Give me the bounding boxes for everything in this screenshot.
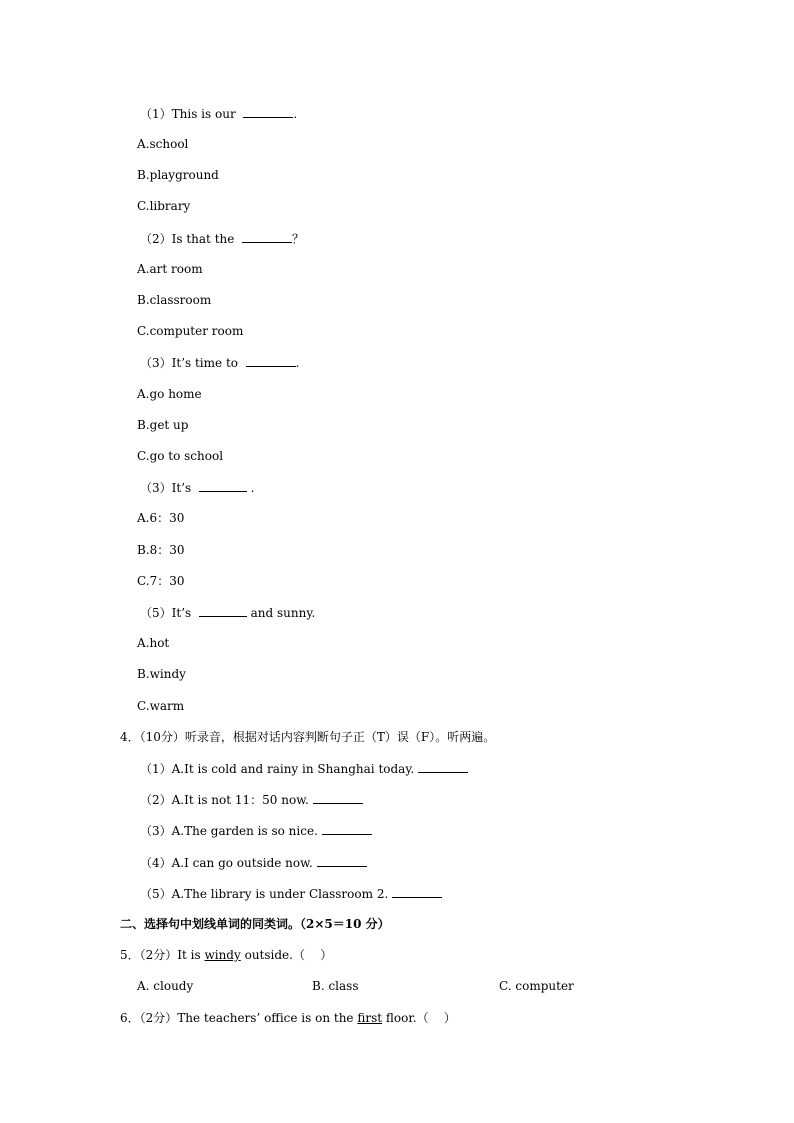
q4-header: 4．（10分）听录音，根据对话内容判断句子正（T）误（F）。听两遍。 [120, 730, 496, 744]
q6-stem: 6．（2分）The teachers’ office is on the first floor.（ ） [120, 1011, 456, 1025]
q3-item-1-option-b: B.playground [137, 168, 219, 182]
answer-blank [313, 792, 363, 804]
q4-item-2: （2）A.It is not 11：50 now. [140, 792, 363, 807]
q4-item-3: （3）A.The garden is so nice. [140, 823, 372, 838]
q3-item-1: （1）This is our . [140, 107, 298, 121]
answer-blank [246, 355, 296, 367]
q3-item-1-option-a: A.school [137, 137, 189, 151]
q4-item-4: （4）A.I can go outside now. [140, 855, 367, 870]
answer-blank [392, 886, 442, 898]
q5-option-a: A. cloudy [137, 979, 194, 993]
q3-item-5: （5）It’s and sunny. [140, 606, 316, 620]
answer-blank [322, 823, 372, 835]
q3-item-2-option-c: C.computer room [137, 324, 244, 338]
q3-item-1-option-c: C.library [137, 199, 191, 213]
q3-item-2-option-a: A.art room [137, 262, 203, 276]
q3-item-5-option-a: A.hot [137, 636, 170, 650]
q3-item-5-option-b: B.windy [137, 667, 186, 681]
q6-underlined-word: first [357, 1011, 383, 1025]
q3-item-3-option-b: B.get up [137, 418, 189, 432]
q5-option-c: C. computer [499, 979, 574, 993]
q3-item-3: （3）It’s time to . [140, 356, 300, 370]
q5-underlined-word: windy [204, 948, 241, 962]
q3-item-3-option-c: C.go to school [137, 449, 224, 463]
q5-option-b: B. class [312, 979, 359, 993]
q3-item-4-option-a: A.6：30 [137, 511, 185, 525]
q3-item-4: （3）It’s . [140, 481, 255, 495]
answer-blank [199, 480, 247, 492]
section-2-title: 二、选择句中划线单词的同类词。（2×5＝10 分） [120, 917, 390, 931]
q3-item-5-option-c: C.warm [137, 699, 185, 713]
q5-stem: 5．（2分）It is windy outside.（ ） [120, 948, 333, 962]
answer-blank [418, 761, 468, 773]
q3-item-3-option-a: A.go home [137, 387, 202, 401]
answer-blank [242, 231, 292, 243]
q3-item-4-option-c: C.7：30 [137, 574, 185, 588]
q3-item-2: （2）Is that the ？ [140, 232, 304, 246]
q4-item-5: （5）A.The library is under Classroom 2. [140, 886, 442, 901]
answer-blank [243, 106, 293, 118]
answer-blank [199, 605, 247, 617]
answer-blank [317, 855, 367, 867]
q3-item-4-option-b: B.8：30 [137, 543, 185, 557]
q4-item-1: （1）A.It is cold and rainy in Shanghai today. [140, 761, 468, 776]
q3-item-2-option-b: B.classroom [137, 293, 212, 307]
